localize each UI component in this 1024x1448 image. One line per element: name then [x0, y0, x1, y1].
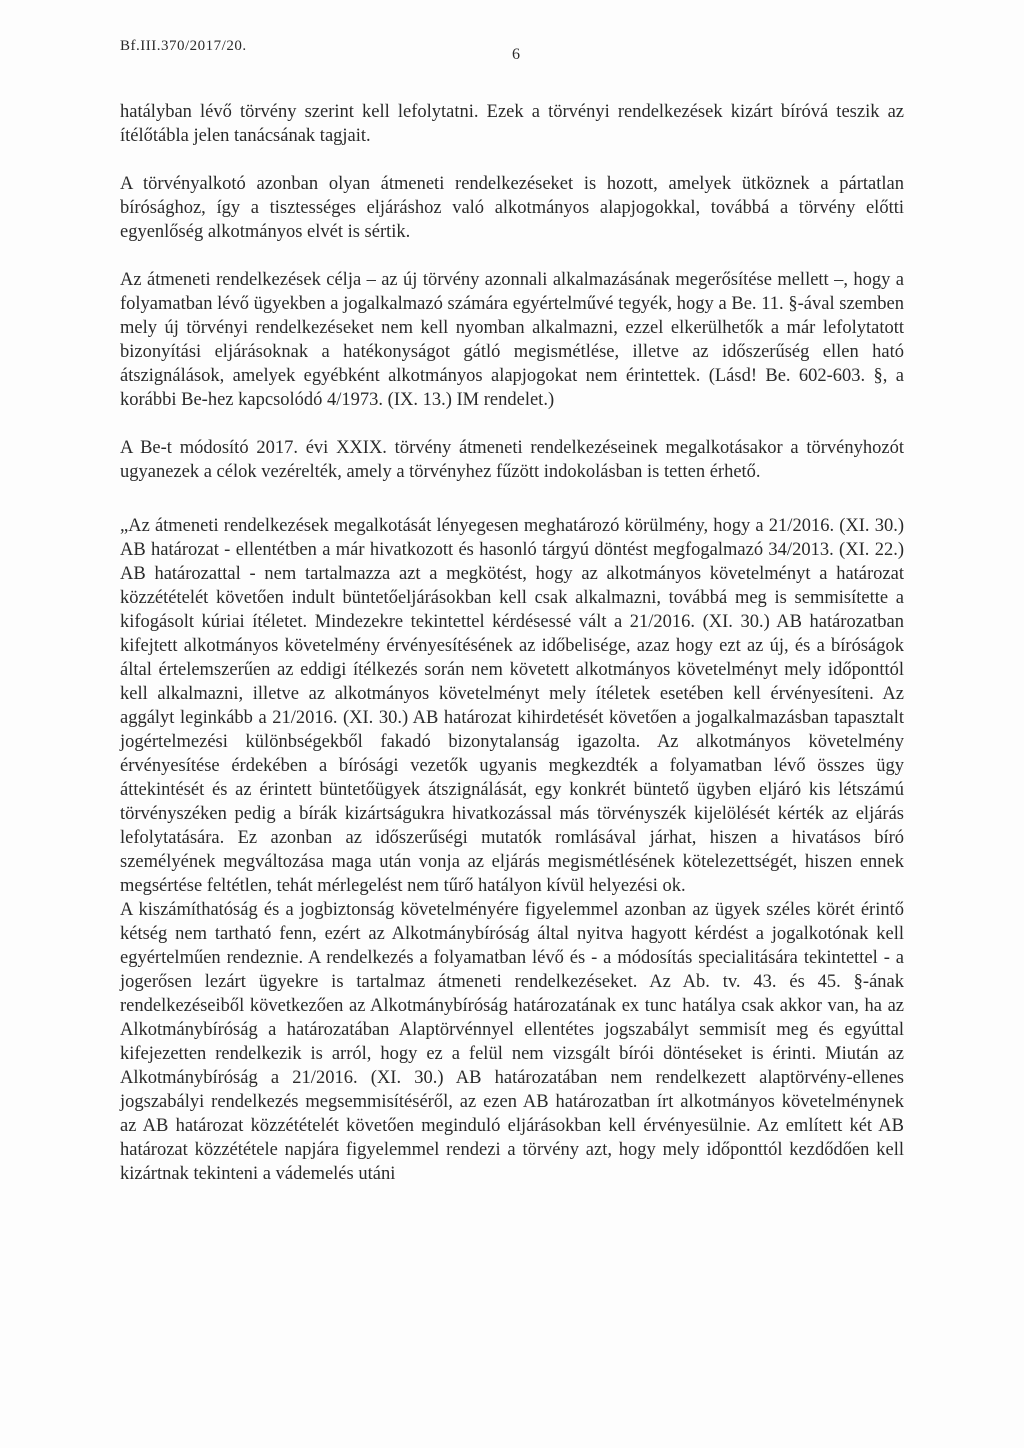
paragraph-5-quote: „Az átmeneti rendelkezések megalkotását lényegesen meghatározó körülmény, hogy a 21/2016. (XI. 30.) AB határozat - ellentétben a már hivatkozott és hasonló tárgyú döntést megfogalmazó 34/2013. (XI. 22.) AB határozattal - nem tartalmazza azt a megkötést, hogy az alkotmányos követelményt a határozat közzétételét követően indult büntetőeljárásokban kell csak alkalmazni, továbbá meg is semmisítette a kifogásolt kúriai ítéletet. Mindezekre tekintettel kérdésessé vált a 21/2016. (XI. 30.) AB határozatban kifejtett alkotmányos követelmény érvényesítésének az időbelisége, azaz hogy ezt az új, és a bíróságok által értelemszerűen az eddigi ítélkezés során nem követett alkotmányos követelményt mely időponttól kell alkalmazni, illetve az alkotmányos követelményt mely ítéletek esetében kell érvényesíteni. Az aggályt leginkább a 21/2016. (XI. 30.) AB határozat kihirdetését követően a jogalkalmazásban tapasztalt jogértelmezési különbségekből fakadó bizonytalanság igazolta. Az alkotmányos követelmény érvényesítése érdekében a bírósági vezetők ugyanis megkezdték a folyamatban lévő összes ügy áttekintését és az érintett büntetőügyek átszignálását, egy konkrét büntető ügyben eljáró kis létszámú törvényszéken pedig a bírák kizártságukra hivatkozással más törvényszék kijelölését kérték az eljárás lefolytatására. Ez azonban az időszerűségi mutatók romlásával járhat, hiszen a hivatásos bíró személyének megváltozása maga után vonja az eljárás megismétlésének kötelezettségét, hiszen ennek megsértése feltétlen, tehát mérlegelést nem tűrő hatályon kívül helyezési ok. — [120, 516, 904, 896]
document-body — [120, 100, 904, 1186]
paragraph-2: A törvényalkotó azonban olyan átmeneti rendelkezéseket is hozott, amelyek ütköznek a pártatlan bírósághoz, így a tisztességes eljáráshoz való alkotmányos alapjogokkal, továbbá a törvény előtti egyenlőség alkotmányos elvét is sértik. — [120, 174, 904, 242]
paragraph-6: A kiszámíthatóság és a jogbiztonság követelményére figyelemmel azonban az ügyek széles körét érintő kétség nem tartható fenn, ezért az Alkotmánybíróság által nyitva hagyott kérdést a jogalkotónak kell egyértelműen rendeznie. A rendelkezés a folyamatban lévő és - a módosítás specialitására tekintettel - a jogerősen lezárt ügyekre is tartalmaz átmeneti rendelkezéseket. Az Ab. tv. 43. és 45. §-ának rendelkezéseiből következően az Alkotmánybíróság határozatának ex tunc hatálya csak akkor van, ha az Alkotmánybíróság a határozatában Alaptörvénnyel ellentétes jogszabályt semmisít meg és egyúttal kifejezetten rendelkezik is arról, hogy ez a felül nem vizsgált bírói döntéseket is érinti. Miután az Alkotmánybíróság a 21/2016. (XI. 30.) AB határozatában nem rendelkezett alaptörvény-ellenes jogszabályi rendelkezés megsemmisítéséről, az ezen AB határozatban írt alkotmányos követelménynek az AB határozat közzétételét követően meginduló eljárásokban kell érvényesülnie. Az említett két AB határozat közzététele napjára figyelemmel rendezi a törvény azt, hogy mely időponttól kezdődően kell kizártnak tekinteni a vádemelés utáni — [120, 900, 904, 1184]
page-number: 6 — [512, 46, 521, 63]
paragraph-1: hatályban lévő törvény szerint kell lefolytatni. Ezek a törvényi rendelkezések kizárt bíróvá teszik az ítélőtábla jelen tanácsának tagjait. — [120, 102, 904, 146]
case-reference: Bf.III.370/2017/20. — [120, 38, 247, 54]
page-header — [120, 38, 904, 63]
paragraph-3: Az átmeneti rendelkezések célja – az új törvény azonnali alkalmazásának megerősítése mellett –, hogy a folyamatban lévő ügyekben a jogalkalmazó számára egyértelművé tegyék, hogy a Be. 11. §-ával szemben mely új törvényi rendelkezéseket nem kell nyomban alkalmazni, ezzel elkerülhetők a már lefolytatott bizonyítási eljárásoknak a hatékonyságot gátló megismétlése, illetve az időszerűség ellen ható átszignálások, amelyek egyébként alkotmányos alapjogokat nem érintettek. (Lásd! Be. 602-603. §, a korábbi Be-hez kapcsolódó 4/1973. (IX. 13.) IM rendelet.) — [120, 270, 904, 410]
paragraph-4: A Be-t módosító 2017. évi XXIX. törvény átmeneti rendelkezéseinek megalkotásakor a törvényhozót ugyanezek a célok vezérelték, amely a törvényhez fűzött indokolásban is tetten érhető. — [120, 438, 904, 482]
